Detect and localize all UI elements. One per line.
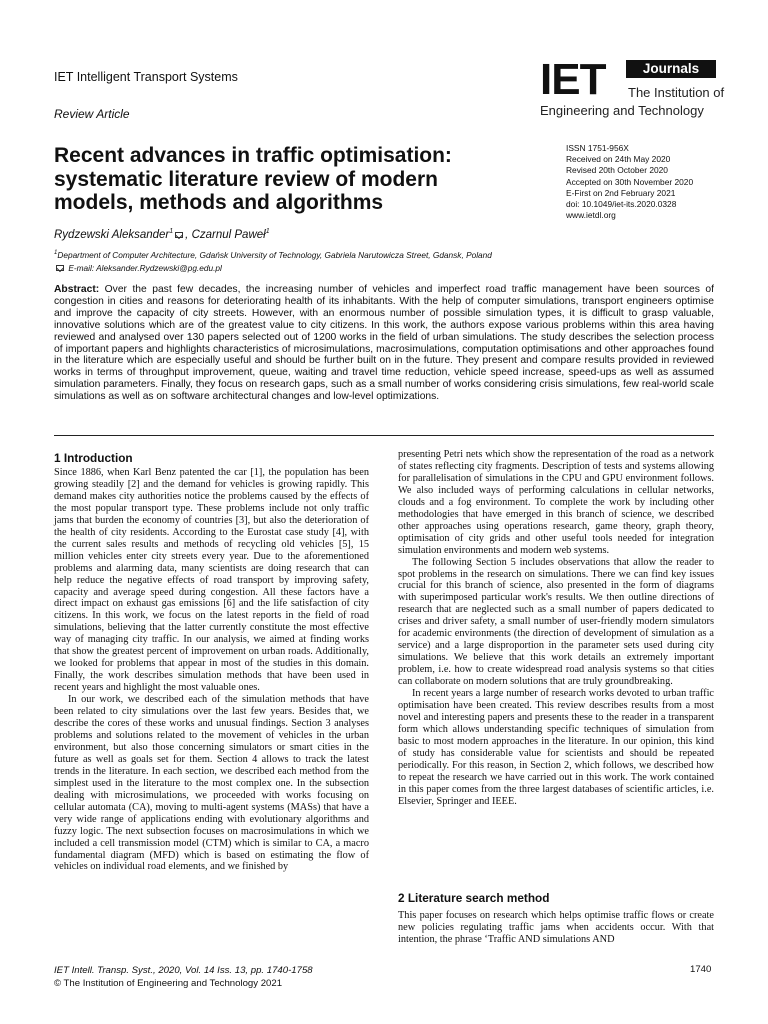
iet-logo [540,55,725,120]
journal-name: IET Intelligent Transport Systems [54,70,238,84]
envelope-icon[interactable] [175,232,183,238]
received-date: Received on 24th May 2020 [566,154,671,165]
issn: ISSN 1751-956X [566,143,629,153]
article-type: Review Article [54,107,130,121]
email-text[interactable]: E-mail: Aleksander.Rydzewski@pg.edu.pl [68,263,222,273]
corresponding-email [54,263,222,273]
paragraph: In our work, we described each of the simulation methods that have been related to city simulations over the last few years. Besides that, we describe the cores of these works and unusual findings. Section 3 analyses problems and solutions related to the movement of vehicles in the urban environment, but also those concerning simulators or smart cities in the future as well as goals set for them. Section 4 allows to track the latest trends in the literature. In each section, we described each method from the simplest used in the literature to the most complex one. In the subsection dealing with microsimulations, we proceeded with works focusing on cellular automata (CA), moving to multi-agent systems (MASs) that have a very wide range of applications ending with evolutionary algorithms and fuzzy logic. The next subsection focuses on macrosimulations in which we included a cell transmission model (CTM) which is similar to CA, a macro fundamental diagram (MFD) which is based on estimating the flow of vehicles on individual road elements, and we finished by [54,694,369,873]
abstract [54,284,714,403]
body-column-left [54,467,369,873]
logo-badge: Journals [626,60,716,78]
title-line: systematic literature review of modern [54,167,438,191]
author-name[interactable]: Czarnul Paweł [191,228,266,241]
footer [54,964,313,990]
page-number: 1740 [690,964,712,975]
accepted-date: Accepted on 30th November 2020 [566,176,694,187]
body-column-right-lower [398,910,714,946]
article-meta [566,143,693,221]
logo-line1: The Institution of [628,85,725,100]
paragraph: In recent years a large number of research works devoted to urban traffic optimisation have been created. This review describes results from a most novel and interesting papers and presents these to the reader in a transparent form which allows understanding specific techniques of simulation from basic to most modern approaches in the literature. In our opinion, this kind of study has considerable value for scientists and should be repeated periodically. For this reason, in Section 2, which follows, we described how to repeat the research we have carried out in this work. The work contained in this paper comes from the three largest databases of scientific articles, i.e. Elsevier, Springer and IEEE. [398,688,714,807]
abstract-label: Abstract: [54,284,100,295]
logo-line2: Engineering and Technology [540,103,704,118]
author-name[interactable]: Rydzewski Aleksander [54,228,170,241]
logo-mark: IET [540,55,606,104]
paragraph: This paper focuses on research which helps optimise traffic flows or create new policies regulating traffic jams when accidents occur. With that intention, the phrase ‘Traffic AND simulations AND [398,910,714,945]
section-heading: 1 Introduction [54,451,133,465]
author-separator: , [185,228,192,241]
abstract-text: Over the past few decades, the increasing number of vehicles and imperfect road traffic management have been sources of congestion in cities and reasons for deteriorating health of its inhabitants. With the help of computer simulations, transport engineers optimise and improve the capacity of city streets. However, with an enormous number of possible simulation types, it is difficult to grasp valuable, innovative solutions which are of the greatest value to city citizens. In this work, the authors expose various problems within this area having reviewed and analysed over 130 papers selected out of 1200 works in the field of urban simulations. The study describes the selection process of important papers and highlights characteristics of microsimulations, macrosimulations, computation optimisations and other approaches found in the literature which are especially useful and should be further built on in the future. They present and compare results provided in reviewed works in terms of throughput improvement, queue, waiting and travel time reduction, vehicle speed increase, speed-ups as well as assumed simulation parameters. Finally, they focus on research gaps, such as a small number of works considering crisis simulations, few real-world scale simulations as well as on software architectural changes and low-level optimizations. [54,284,714,403]
footer-copyright: © The Institution of Engineering and Technology 2021 [54,978,283,989]
affiliation [54,250,492,260]
title-line: models, methods and algorithms [54,191,384,214]
section-heading: 2 Literature search method [398,891,550,905]
website-link[interactable]: www.ietdl.org [566,210,616,221]
article-title [54,144,514,215]
paragraph: Since 1886, when Karl Benz patented the car [1], the population has been growing steadily [2] and the demand for vehicles is growing rapidly. This demand makes city authorities notice the problems caused by the effects of the most popular transport type. These problems include not only traffic jams that burden the economy of countries [3], but also the deterioration of the health of city residents. According to the Eurostat case study [4], with the current sales results and methods of recycling old vehicles [5], 15 million vehicles enter city streets every year. Due to the aforementioned problems and alarming data, many scientists are doing research that can help reduce the negative effects of road transport by improving safety, capacity and average speed during congestion. All these factors have a direct impact on exhaust gas emissions [6] and the life satisfaction of city citizens. In this work, we focus on the latest reports in the field of road simulations, believing that the latter currently constitute the most effective way of managing city traffic. In our analysis, we aimed at finding works that show the greatest percent of improvement on urban roads. Additionally, we looked for problems that appear in most of the studies in this domain. Finally, the work describes simulation methods that have been used in recent years and highlight the most valuable ones. [54,467,369,694]
revised-date: Revised 20th October 2020 [566,165,668,176]
paragraph: presenting Petri nets which show the representation of the road as a network of states reflecting city fragments. Description of tests and systems allowing for parallelisation of simulations in the CPU and GPU environment follows. We also included ways of performing calculations in cellular networks, clouds and a fog environment. To complete the work by including other methodologies that have emerged in this branch of science, we described other approaches using operations research, game theory, graph theory, optimisation of city grids and other useful tools needed for integration simulation environments and modern web systems. [398,449,714,556]
body-column-right [398,449,714,808]
footer-citation [54,964,313,977]
citation-text: IET Intell. Transp. Syst., 2020, Vol. 14 Iss. 13, pp. 1740-1758 [54,965,313,976]
doi-link[interactable]: doi: 10.1049/iet-its.2020.0328 [566,199,677,210]
title-line: Recent advances in traffic optimisation: [54,144,452,167]
author-affil-sup: 1 [169,228,174,235]
author-list [54,228,270,241]
efirst-date: E-First on 2nd February 2021 [566,187,676,198]
affiliation-text: Department of Computer Architecture, Gdańsk University of Technology, Gabriela Narutowicza Street, Gdansk, Poland [57,250,492,260]
envelope-icon [56,265,64,271]
divider [54,435,714,436]
paragraph: The following Section 5 includes observations that allow the reader to spot problems in the research on simulations. There we can find key issues crucial for this branch of science, also presented in the form of diagrams with superimposed particular work's results. We then outline directions of research that are neglected such as a small number of papers dedicated to crises and driver safety, a small number of user-friendly modern simulators for academic environments (the direction of development of simulation as a service) and a large disproportion in the parameter sets used during city simulations. We believe that this work details an extremely important problem, i.e. how to create widespread road analysis systems so that cities can collaborate on modern solutions that are truly groundbreaking. [398,556,714,688]
author-affil-sup: 1 [265,228,270,235]
affiliation-sup: 1 [54,250,58,257]
